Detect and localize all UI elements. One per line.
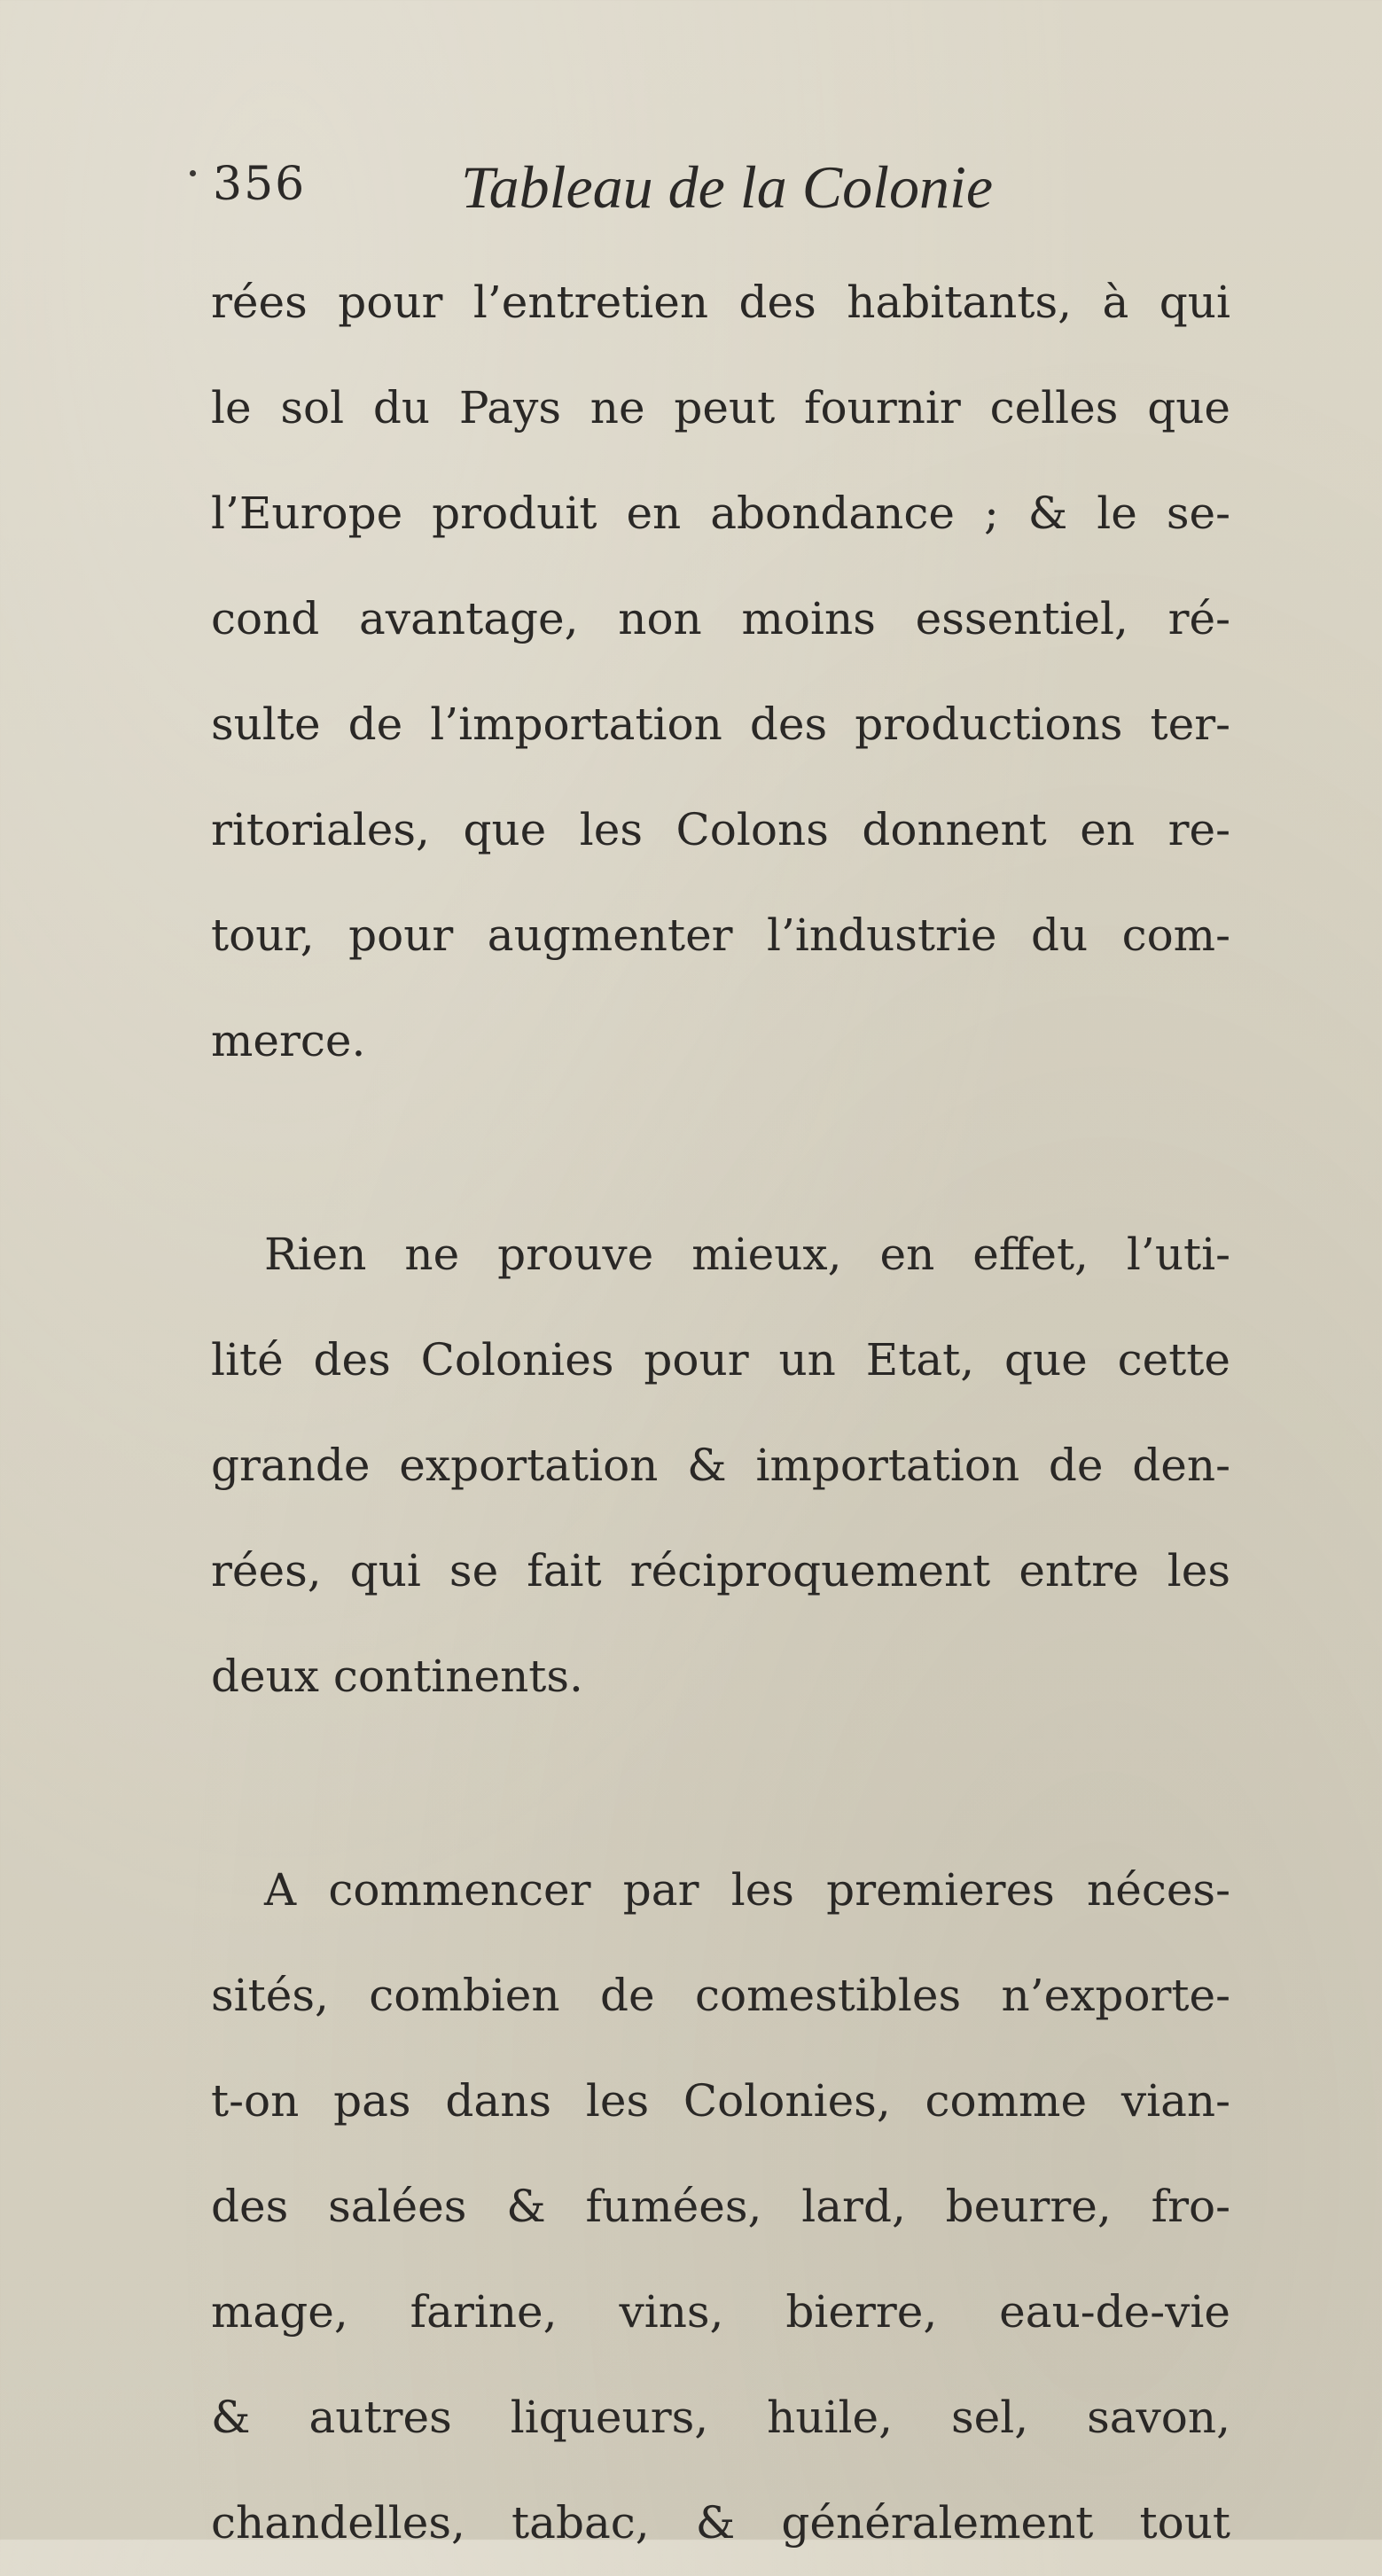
text-line: cond avantage, non moins essentiel, ré- xyxy=(211,593,1230,644)
page-header xyxy=(177,153,1241,238)
page-number: 356 xyxy=(213,158,307,211)
text-line: rées pour l’entretien des habitants, à qui xyxy=(211,277,1230,328)
paragraph-3 xyxy=(211,1838,1230,2576)
text-line: merce. xyxy=(211,1015,366,1066)
text-line: & autres liqueurs, huile, sel, savon, xyxy=(211,2392,1230,2443)
text-line: sulte de l’importation des productions ter- xyxy=(211,699,1230,750)
running-title: Tableau de la Colonie xyxy=(461,153,994,221)
text-line: t-on pas dans les Colonies, comme vian- xyxy=(211,2075,1230,2127)
body-text xyxy=(211,250,1230,2576)
text-line: Rien ne prouve mieux, en effet, l’uti- xyxy=(264,1229,1230,1280)
text-line: chandelles, tabac, & généralement tout xyxy=(211,2497,1230,2549)
text-line: grande exportation & importation de den- xyxy=(211,1440,1230,1491)
text-line: lité des Colonies pour un Etat, que cette xyxy=(211,1334,1230,1386)
paragraph-2 xyxy=(211,1202,1230,1729)
paragraph-gap xyxy=(211,1094,1230,1202)
text-line: ritoriales, que les Colons donnent en re- xyxy=(211,804,1230,855)
text-line: mage, farine, vins, bierre, eau-de-vie xyxy=(211,2286,1230,2338)
text-line: deux continents. xyxy=(211,1651,583,1702)
text-line: l’Europe produit en abondance ; & le se- xyxy=(211,488,1230,539)
paragraph-1 xyxy=(211,250,1230,1094)
text-line: des salées & fumées, lard, beurre, fro- xyxy=(211,2181,1230,2232)
text-line: A commencer par les premieres néces- xyxy=(264,1864,1230,1916)
text-line: rées, qui se fait réciproquement entre les xyxy=(211,1545,1230,1596)
text-line: tour, pour augmenter l’industrie du com- xyxy=(211,909,1230,961)
text-line: le sol du Pays ne peut fournir celles que xyxy=(211,382,1230,433)
text-line: sités, combien de comestibles n’exporte- xyxy=(211,1970,1230,2021)
paragraph-gap xyxy=(211,1729,1230,1838)
